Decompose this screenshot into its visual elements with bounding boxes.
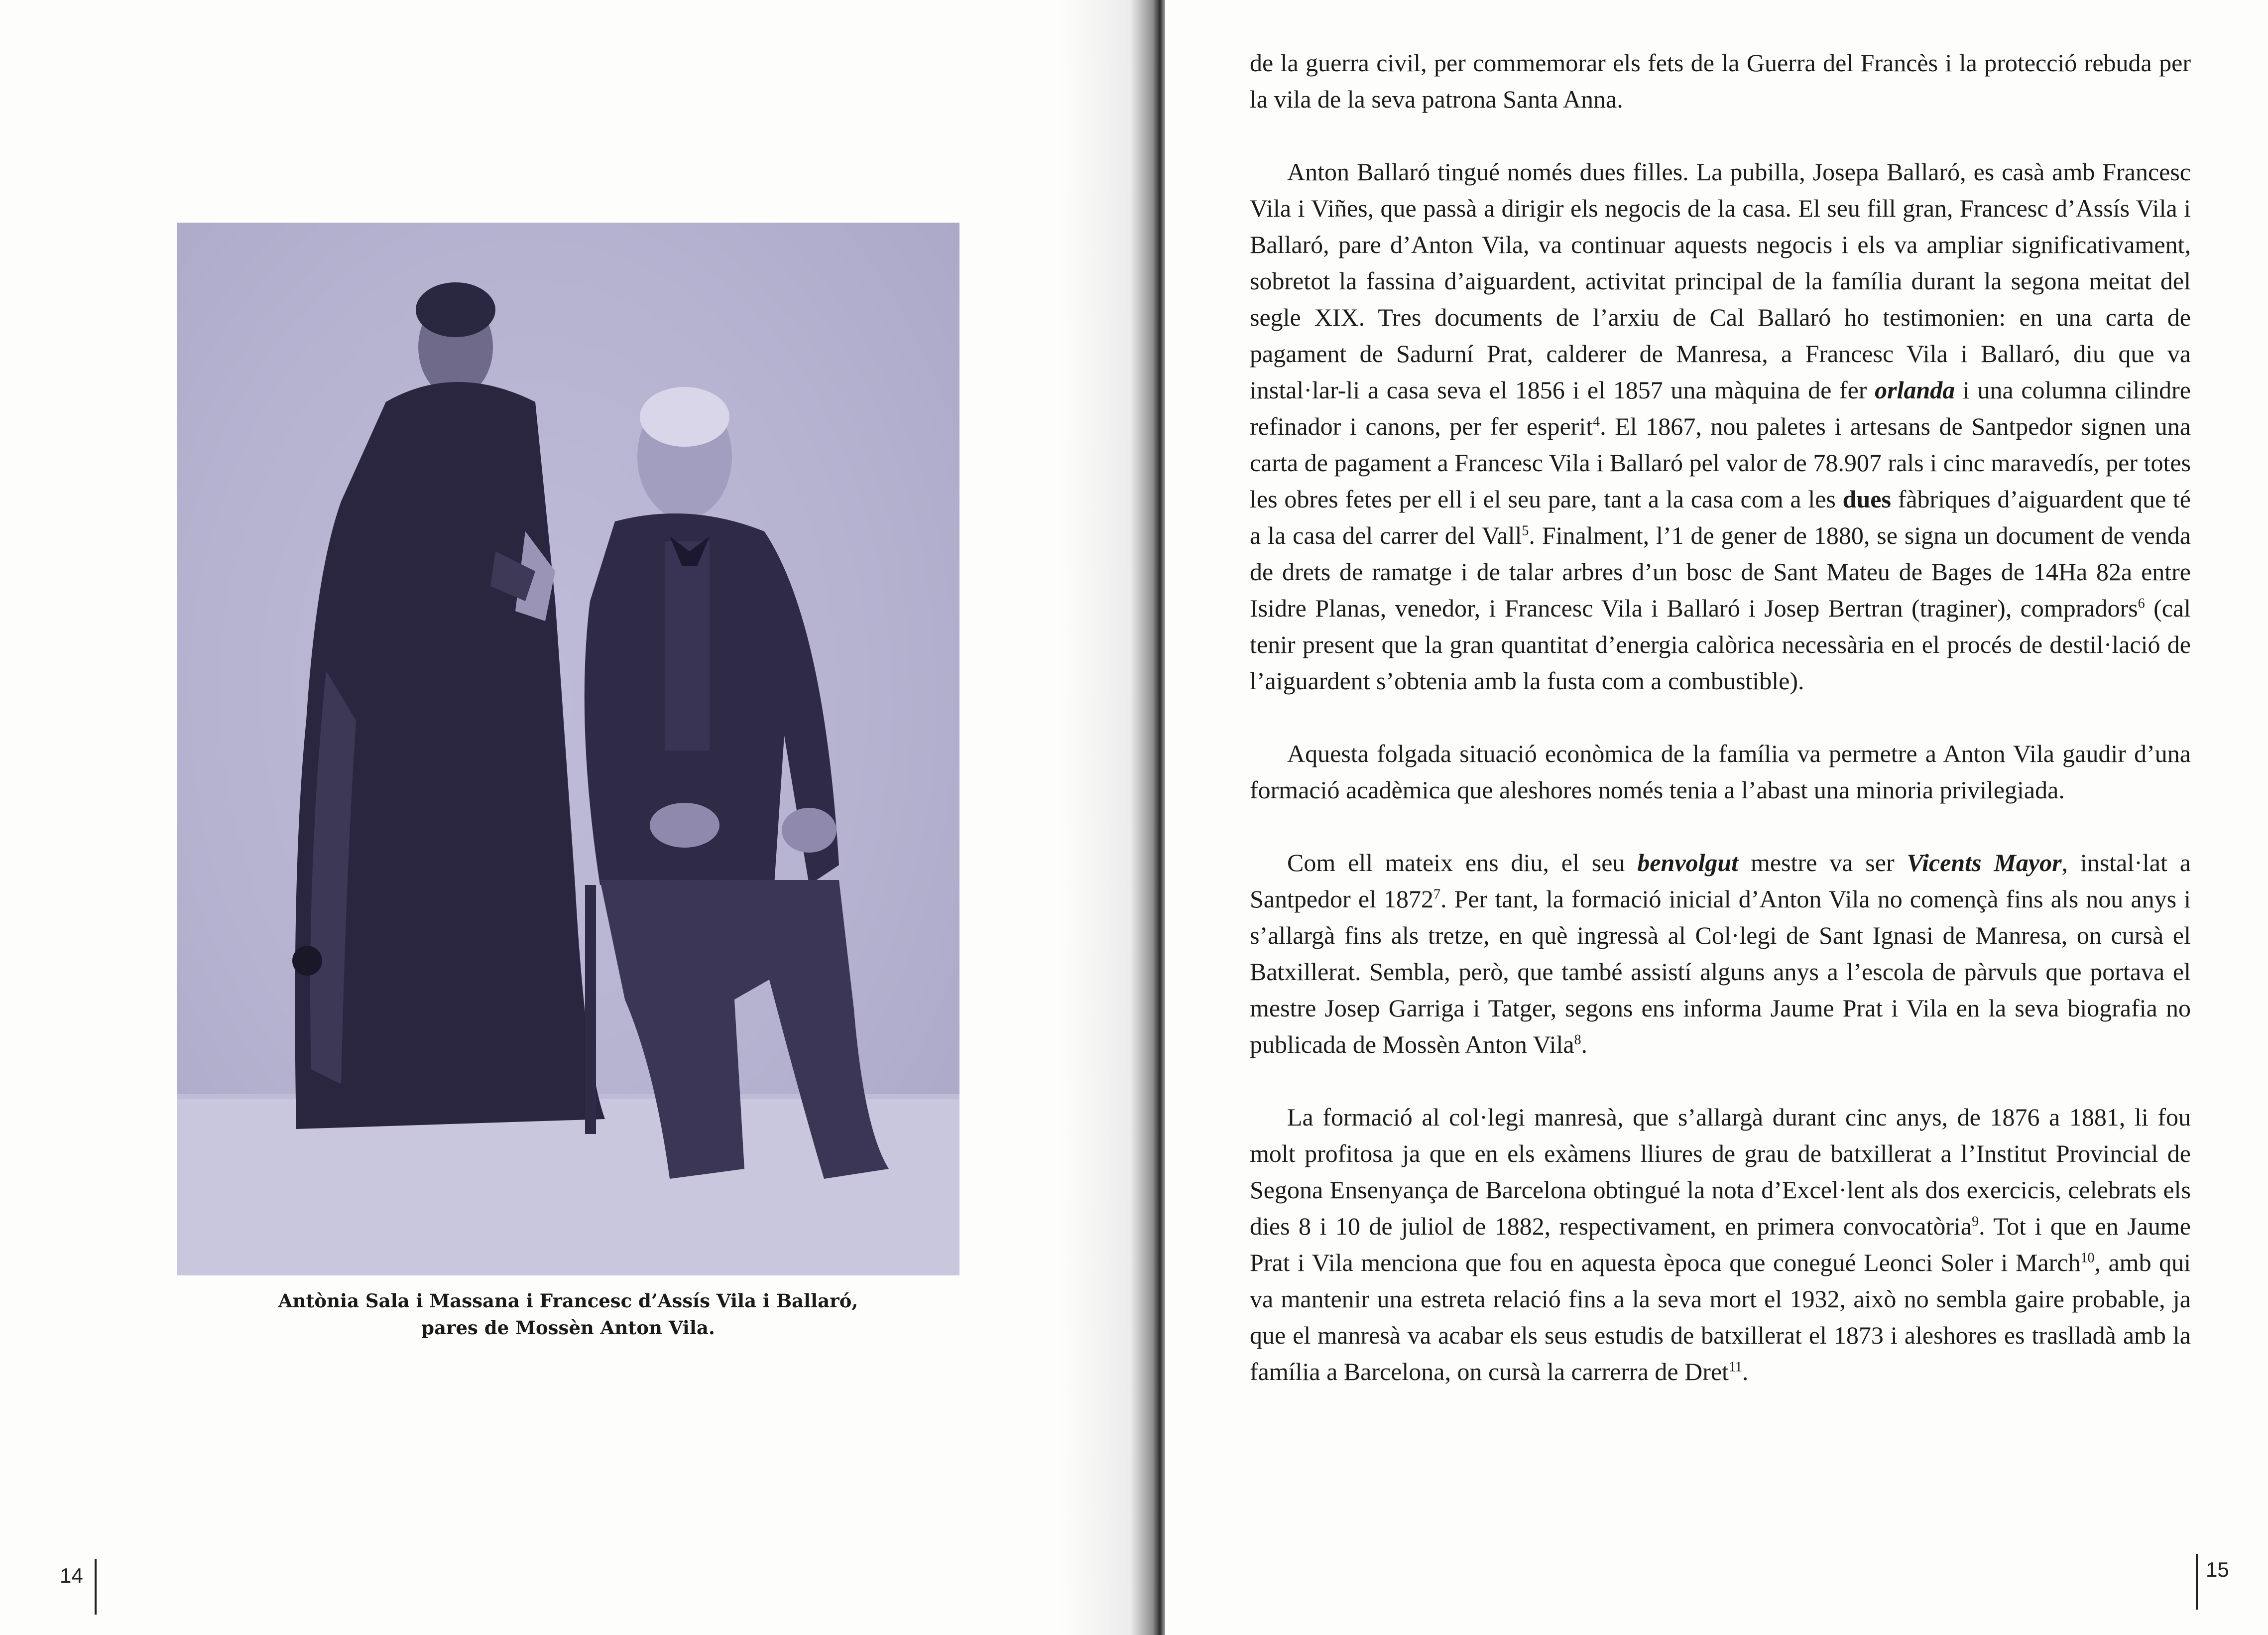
footnote-ref-11: 11	[1728, 1359, 1742, 1375]
term-dues: dues	[1842, 485, 1891, 513]
p5-text-a: La formació al col·legi manresà, que s’allargà durant cinc anys, de 1876 a 1881, li fou molt profitosa ja que en els exàmens lliures de grau de batxillerat a l’Institut Provincial de Segona Ensenyança de Barcelona obtingué la nota d’Excel·lent als dos exercicis, celebrats els dies 8 i 10 de juliol de 1882, respectivament, en primera convocatòria	[1250, 1103, 2191, 1240]
portrait-photo-icon	[177, 223, 959, 1275]
p5-text-d: .	[1742, 1358, 1749, 1385]
term-benvolgut: benvolgut	[1637, 849, 1739, 877]
p4-text-a: Com ell mateix ens diu, el seu	[1287, 849, 1638, 877]
footnote-ref-5: 5	[1522, 523, 1529, 539]
footnote-ref-6: 6	[2138, 596, 2145, 612]
caption-line-1: Antònia Sala i Massana i Francesc d’Assís Vila i Ballaró,	[278, 1290, 858, 1312]
page-number-rule-left	[95, 1559, 97, 1615]
footnote-ref-10: 10	[2080, 1250, 2095, 1266]
p2-text-e: . Finalment, l’1 de gener de 1880, se signa un document de venda de drets de ramatge i de talar arbres d’un bosc de Sant Mateu de Bages de 14Ha 82a entre Isidre Planas, venedor, i Francesc Vila i Ballaró i Josep Bertran (traginer), compradors	[1250, 521, 2191, 622]
p5-text-c: , amb qui va mantenir una estreta relació fins a la seva mort el 1932, això no sembla gaire probable, ja que el manresà va acabar els seus estudis de batxillerat el 1873 i aleshores es traslladà amb la família a Barcelona, on cursà la carrerra de Dret	[1250, 1249, 2191, 1385]
p2-text-b: i una columna cilindre refinador i canons, per fer esperit	[1250, 376, 2191, 440]
term-vicents-mayor: Vicents Mayor	[1907, 849, 2062, 877]
p2-text-a: Anton Ballaró tingué només dues filles. La pubilla, Josepa Ballaró, es casà amb Francesc Vila i Viñes, que passà a dirigir els negocis de la casa. El seu fill gran, Francesc d’Assís Vila i Ballaró, pare d’Anton Vila, va continuar aquests negocis i els va ampliar significativament, sobretot la fassina d’aiguardent, activitat principal de la família durant la segona meitat del segle XIX. Tres documents de l’arxiu de Cal Ballaró ho testimonien: en una carta de pagament de Sadurní Prat, calderer de Manresa, a Francesc Vila i Ballaró, diu que va instal·lar-li a casa seva el 1856 i el 1857 una màquina de fer	[1250, 158, 2191, 404]
term-orlanda: orlanda	[1875, 376, 1955, 404]
p4-text-d: . Per tant, la formació inicial d’Anton Vila no començà fins als nou anys i s’allargà fins als tretze, en què ingressà al Col·legi de Sant Ignasi de Manresa, on cursà el Batxillerat. Sembla, però, que també assistí alguns anys a l’escola de pàrvuls que portava el mestre Josep Garriga i Tatger, segons ens informa Jaume Prat i Vila en la seva biografia no publicada de Mossèn Anton Vila	[1250, 885, 2191, 1058]
page-number-right: 15	[2206, 1558, 2229, 1581]
body-text	[1250, 45, 2191, 1426]
p4-text-c: , instal·lat a Santpedor el 1872	[1250, 849, 2191, 913]
paragraph-3: Aquesta folgada situació econòmica de la família va permetre a Anton Vila gaudir d’una formació acadèmica que aleshores només tenia a l’abast una minoria privilegiada.	[1250, 740, 2191, 804]
footnote-ref-4: 4	[1593, 414, 1600, 430]
paragraph-1: de la guerra civil, per commemorar els fets de la Guerra del Francès i la protecció rebuda per la vila de la seva patrona Santa Anna.	[1250, 49, 2191, 113]
p2-text-d: fàbriques d’aiguardent que té a la casa del carrer del Vall	[1250, 485, 2191, 549]
photo-caption	[177, 1287, 959, 1341]
p2-text-f: (cal tenir present que la gran quantitat d’energia calòrica necessària en el procés de destil·lació de l’aiguardent s’obtenia amb la fusta com a combustible).	[1250, 594, 2191, 695]
page-number-rule-right	[2196, 1554, 2198, 1610]
p2-text-c: . El 1867, nou paletes i artesans de Santpedor signen una carta de pagament a Francesc Vila i Ballaró pel valor de 78.907 rals i cinc maravedís, per totes les obres fetes per ell i el seu pare, tant a la casa com a les	[1250, 412, 2191, 513]
p4-text-b: mestre va ser	[1738, 849, 1907, 877]
p5-text-b: . Tot i que en Jaume Prat i Vila menciona que fou en aquesta època que conegué Leonci Soler i March	[1250, 1212, 2191, 1276]
paragraph-2	[1250, 154, 2191, 699]
paragraph-4	[1250, 845, 2191, 1063]
portrait-photo	[177, 223, 959, 1275]
p4-text-e: .	[1581, 1030, 1588, 1058]
caption-line-2: pares de Mossèn Anton Vila.	[421, 1317, 715, 1339]
footnote-ref-7: 7	[1433, 886, 1441, 902]
footnote-ref-8: 8	[1574, 1032, 1581, 1048]
page-number-left: 14	[60, 1564, 83, 1587]
paragraph-5	[1250, 1099, 2191, 1390]
footnote-ref-9: 9	[1972, 1214, 1979, 1230]
